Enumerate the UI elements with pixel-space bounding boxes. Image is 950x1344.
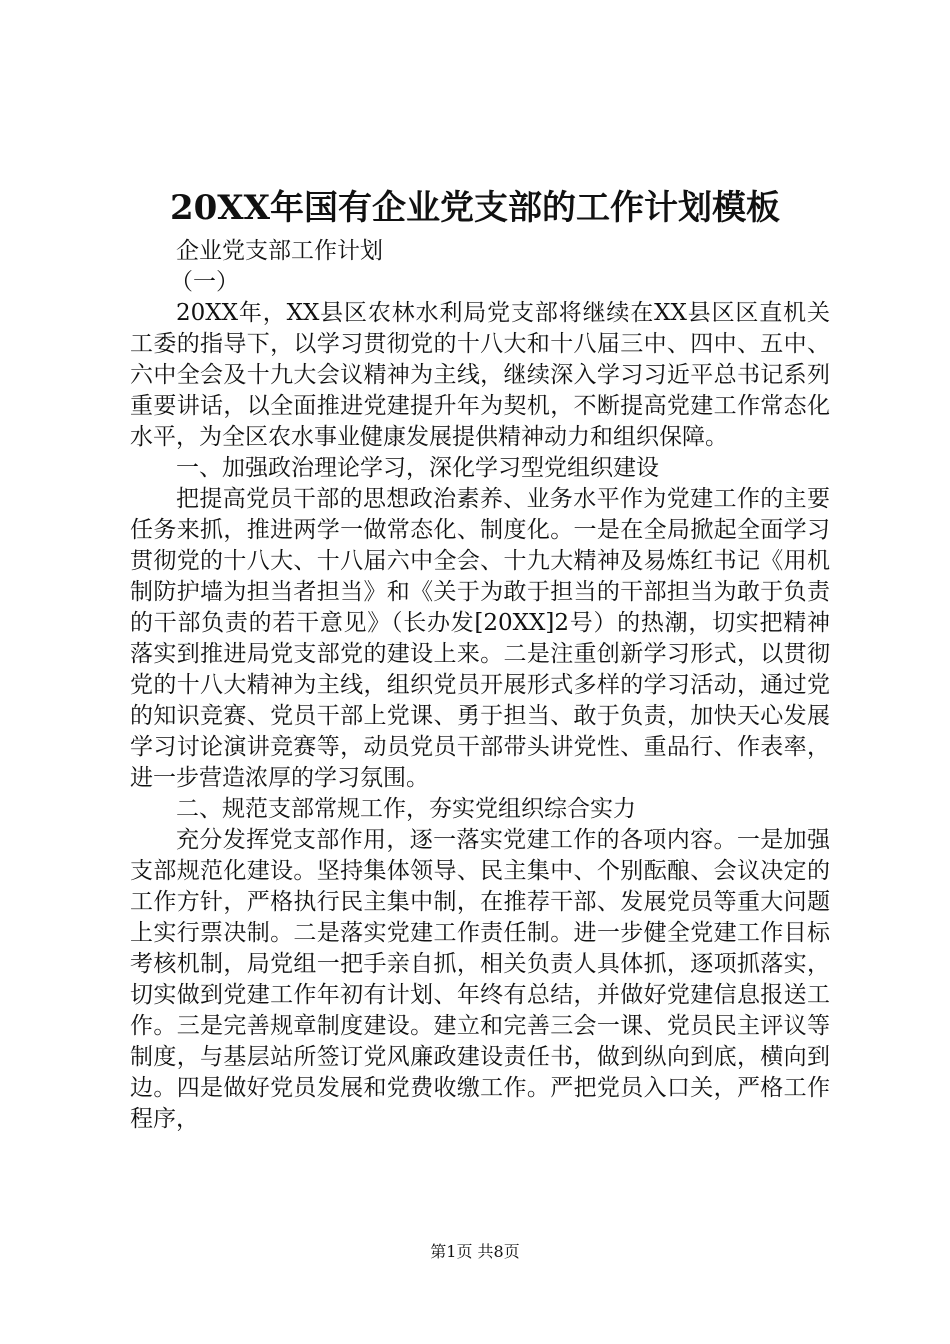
document-body	[130, 236, 830, 1135]
section-heading-1: 一、加强政治理论学习，深化学习型党组织建设	[176, 455, 659, 481]
paragraph-intro: 20XX年，XX县区农林水利局党支部将继续在XX县区区直机关工委的指导下，以学习贯彻党的十八大和十八届三中、四中、五中、六中全会及十九大会议精神为主线，继续深入学习习近平总书记系列重要讲话，以全面推进党建提升年为契机，不断提高党建工作常态化水平，为全区农水事业健康发展提供精神动力和组织保障。	[130, 300, 830, 450]
document-title: 20XX年国有企业党支部的工作计划模板	[169, 188, 781, 228]
document-subtitle: 企业党支部工作计划	[176, 238, 383, 264]
paragraph-section-1: 把提高党员干部的思想政治素养、业务水平作为党建工作的主要任务来抓，推进两学一做常态化、制度化。一是在全局掀起全面学习贯彻党的十八大、十八届六中全会、十九大精神及易炼红书记《用机制防护墙为担当者担当》和《关于为敢于担当的干部担当为敢于负责的干部负责的若干意见》（长办发[20XX]2号）的热潮，切实把精神落实到推进局党支部党的建设上来。二是注重创新学习形式，以贯彻党的十八大精神为主线，组织党员开展形式多样的学习活动，通过党的知识竞赛、党员干部上党课、勇于担当、敢于负责，加快天心发展学习讨论演讲竞赛等，动员党员干部带头讲党性、重品行、作表率，进一步营造浓厚的学习氛围。	[130, 486, 830, 791]
paragraph-section-2: 充分发挥党支部作用，逐一落实党建工作的各项内容。一是加强支部规范化建设。坚持集体领导、民主集中、个别酝酿、会议决定的工作方针，严格执行民主集中制，在推荐干部、发展党员等重大问题上实行票决制。二是落实党建工作责任制。进一步健全党建工作目标考核机制，局党组一把手亲自抓，相关负责人具体抓，逐项抓落实，切实做到党建工作年初有计划、年终有总结，并做好党建信息报送工作。三是完善规章制度建设。建立和完善三会一课、党员民主评议等制度，与基层站所签订党风廉政建设责任书，做到纵向到底，横向到边。四是做好党员发展和党费收缴工作。严把党员入口关，严格工作程序，	[130, 827, 830, 1132]
page-footer: 第1页 共8页	[430, 1242, 520, 1261]
section-heading-2: 二、规范支部常规工作，夯实党组织综合实力	[176, 796, 636, 822]
section-marker: （一）	[170, 269, 239, 295]
